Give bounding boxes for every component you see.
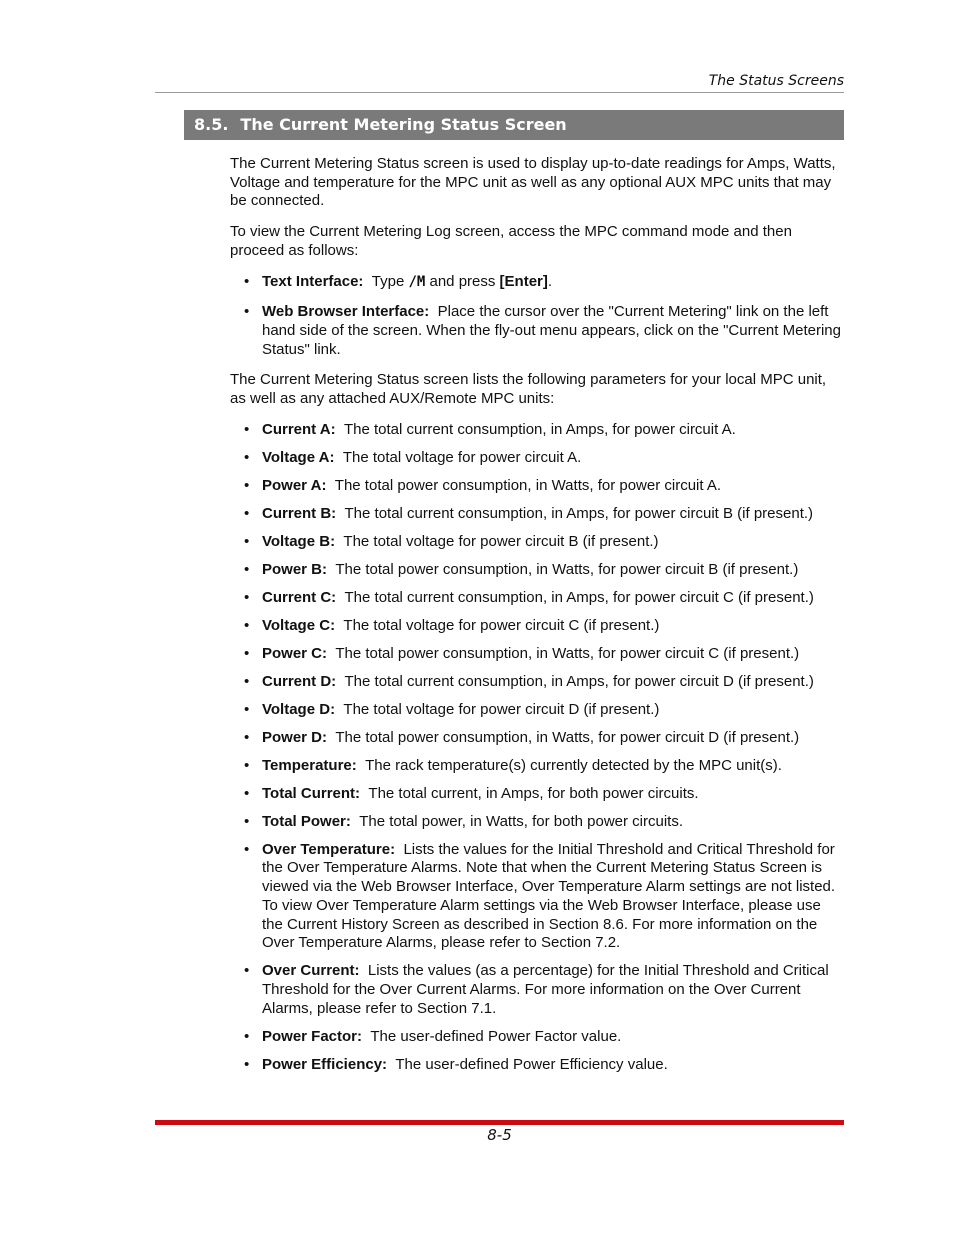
list-item (230, 561, 844, 580)
body-content (230, 155, 844, 1086)
parameter-term: Power Factor: (262, 1027, 363, 1045)
list-item (230, 449, 844, 468)
list-item (230, 729, 844, 748)
parameter-description: The total current, in Amps, for both power circuits. (368, 784, 699, 802)
page-number: 8-5 (487, 1126, 512, 1144)
parameters-list (230, 421, 844, 1075)
parameter-term: Voltage D: (262, 700, 336, 718)
parameter-term: Voltage C: (262, 616, 336, 634)
list-item (230, 645, 844, 664)
parameter-term: Current A: (262, 420, 336, 438)
parameter-description: The total power consumption, in Watts, for power circuit C (if present.) (335, 644, 800, 662)
running-head: The Status Screens (708, 73, 844, 89)
list-item (230, 421, 844, 440)
list-item (230, 505, 844, 524)
parameter-description: The rack temperature(s) currently detected by the MPC unit(s). (365, 756, 782, 774)
list-item (230, 962, 844, 1018)
header-rule (155, 92, 844, 93)
parameter-term: Power D: (262, 728, 328, 746)
params-paragraph: The Current Metering Status screen lists the following parameters for your local MPC unit, as well as any attached AUX/Remote MPC units: (230, 371, 827, 408)
parameter-term: Power Efficiency: (262, 1055, 388, 1073)
parameter-description: Lists the values (as a percentage) for the Initial Threshold and Critical Threshold for the Over Current Alarms. For more information on the Over Current Alarms, please refer to Section 7.1. (262, 962, 829, 1017)
parameter-term: Voltage A: (262, 448, 335, 466)
intro-paragraph: The Current Metering Status screen is used to display up-to-date readings for Amps, Watts, Voltage and temperature for the MPC unit as well as any optional AUX MPC units that may be connected. (230, 155, 836, 210)
list-item (230, 617, 844, 636)
parameter-description: The total voltage for power circuit B (if present.) (343, 532, 659, 550)
list-item (230, 477, 844, 496)
list-item (230, 533, 844, 552)
list-item (230, 589, 844, 608)
list-item: • Web Browser Interface: Place the cursor over the "Current Metering" link on the left hand side of the screen. When the fly-out menu appears, click on the "Current Metering Status" link. (230, 303, 844, 359)
parameter-term: Voltage B: (262, 532, 336, 550)
term-text-interface: Text Interface: (262, 272, 364, 290)
parameter-description: The total current consumption, in Amps, for power circuit B (if present.) (344, 504, 814, 522)
parameter-term: Total Current: (262, 784, 361, 802)
command-code: /M (408, 273, 426, 290)
list-item (230, 841, 844, 953)
list-item (230, 1028, 844, 1047)
parameter-description: The total power consumption, in Watts, for power circuit A. (334, 476, 722, 494)
list-item (230, 701, 844, 720)
parameter-description: Lists the values for the Initial Threshold and Critical Threshold for the Over Temperature Alarms. Note that when the Current Metering Status Screen is viewed via the Web Browser Interface, Over Temperature Alarm settings are not listed. To view Over Temperature Alarm settings via the Web Browser Interface, please use the Current History Screen as described in Section 8.6. For more information on the Over Temperature Alarms, please refer to Section 7.2. (262, 840, 836, 952)
parameter-description: The total voltage for power circuit D (if present.) (343, 700, 660, 718)
parameter-description: The total current consumption, in Amps, for power circuit A. (343, 420, 736, 438)
parameter-description: The total voltage for power circuit C (if present.) (343, 616, 660, 634)
list-item (230, 673, 844, 692)
parameter-description: The total voltage for power circuit A. (342, 448, 582, 466)
parameter-description: The user-defined Power Efficiency value. (395, 1055, 668, 1073)
parameter-term: Power B: (262, 560, 328, 578)
parameter-term: Power A: (262, 476, 327, 494)
list-item: • Text Interface: Type /M and press [Enter]. (230, 273, 844, 292)
parameter-description: The total current consumption, in Amps, for power circuit D (if present.) (344, 672, 814, 690)
list-item (230, 813, 844, 832)
parameter-term: Current C: (262, 588, 337, 606)
access-paragraph: To view the Current Metering Log screen, access the MPC command mode and then proceed as follows: (230, 223, 792, 259)
parameter-description: The total power consumption, in Watts, for power circuit D (if present.) (335, 728, 800, 746)
section-title: The Current Metering Status Screen (240, 115, 567, 134)
section-number: 8.5. (194, 115, 229, 134)
footer-rule (155, 1120, 844, 1125)
parameter-term: Over Current: (262, 962, 360, 980)
parameter-description: The user-defined Power Factor value. (370, 1027, 622, 1045)
parameter-term: Current B: (262, 504, 337, 522)
section-heading (184, 110, 844, 140)
parameter-description: The total power consumption, in Watts, for power circuit B (if present.) (335, 560, 799, 578)
parameter-term: Temperature: (262, 756, 357, 774)
parameter-term: Power C: (262, 644, 328, 662)
enter-key: [Enter] (499, 272, 548, 290)
term-web-interface: Web Browser Interface: (262, 303, 430, 321)
parameter-term: Total Power: (262, 812, 351, 830)
list-item (230, 785, 844, 804)
list-item (230, 757, 844, 776)
parameter-term: Current D: (262, 672, 337, 690)
list-item (230, 1056, 844, 1075)
parameter-term: Over Temperature: (262, 840, 396, 858)
parameter-description: The total current consumption, in Amps, for power circuit C (if present.) (344, 588, 814, 606)
access-list (230, 273, 844, 360)
parameter-description: The total power, in Watts, for both power circuits. (359, 812, 683, 830)
